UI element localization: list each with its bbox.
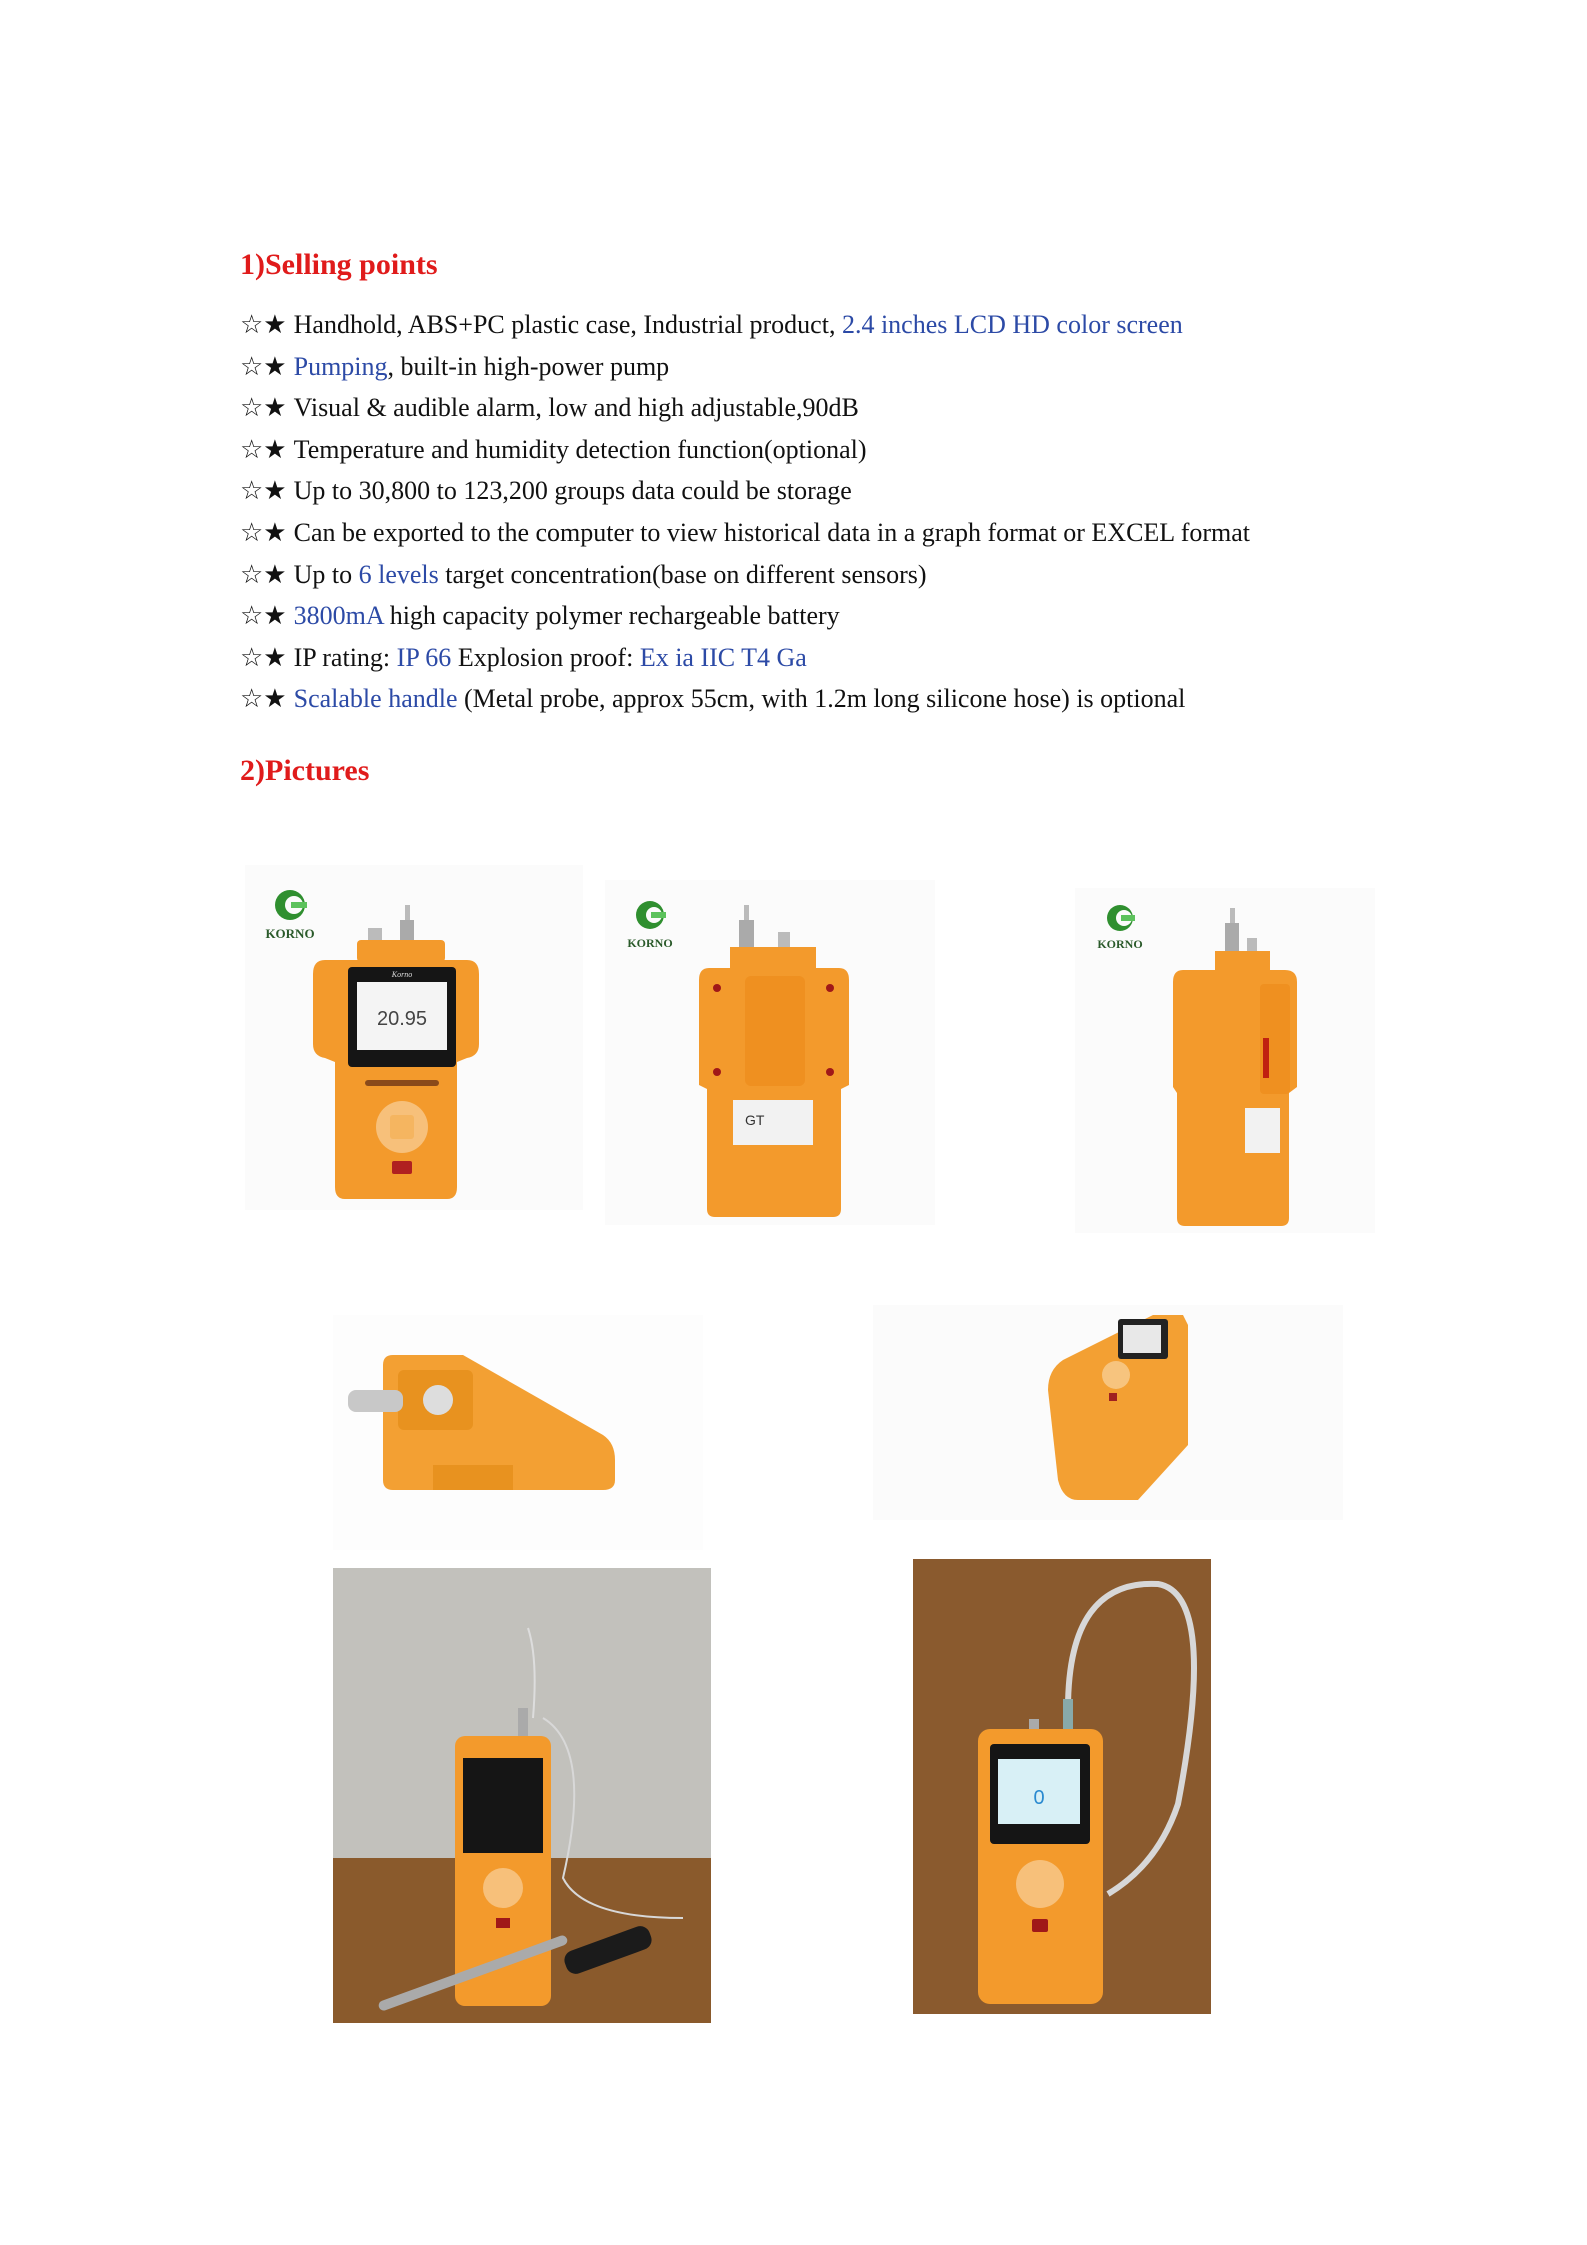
svg-text:KORNO: KORNO — [627, 936, 673, 950]
highlighted-text: 2.4 inches LCD HD color screen — [841, 310, 1183, 339]
svg-text:Korno: Korno — [391, 970, 413, 979]
selling-point-item — [240, 595, 1250, 637]
product-photo-with-probe — [333, 1568, 711, 2023]
body-text: IP rating: — [293, 642, 397, 672]
highlighted-text: Ex ia IIC T4 Ga — [639, 642, 807, 672]
selling-point-item — [240, 637, 1250, 679]
star-bullet-icon: ☆★ — [240, 393, 287, 423]
star-bullet-icon: ☆★ — [240, 601, 287, 631]
body-text: Explosion proof: — [451, 642, 640, 672]
highlighted-text: Scalable handle — [293, 684, 458, 714]
product-image-angle — [1075, 888, 1375, 1233]
selling-points-list — [240, 304, 1250, 720]
body-text: target concentration(base on different sensors) — [438, 559, 927, 589]
product-image-render — [873, 1305, 1343, 1520]
product-image-back — [605, 880, 935, 1225]
star-bullet-icon: ☆★ — [240, 517, 287, 547]
product-photo-with-hose — [913, 1559, 1211, 2014]
highlighted-text: IP 66 — [396, 642, 452, 672]
star-bullet-icon: ☆★ — [240, 351, 287, 381]
selling-points-heading: 1)Selling points — [240, 248, 438, 281]
body-text: , built-in high-power pump — [387, 351, 670, 381]
body-text: Can be exported to the computer to view historical data in a graph format or EXCEL format — [293, 517, 1251, 547]
body-text: high capacity polymer rechargeable battery — [383, 601, 840, 631]
star-bullet-icon: ☆★ — [240, 434, 287, 464]
star-bullet-icon: ☆★ — [240, 559, 287, 589]
highlighted-text: 6 levels — [358, 559, 439, 589]
body-text: Visual & audible alarm, low and high adjustable,90dB — [293, 393, 859, 423]
star-bullet-icon: ☆★ — [240, 310, 287, 339]
selling-point-item — [240, 470, 1250, 512]
body-text: Temperature and humidity detection function(optional) — [293, 434, 867, 464]
selling-point-item — [240, 304, 1250, 346]
selling-point-item — [240, 554, 1250, 596]
body-text: Up to — [293, 559, 359, 589]
body-text: Handhold, ABS+PC plastic case, Industrial product, — [293, 310, 842, 339]
svg-text:KORNO: KORNO — [1097, 937, 1143, 951]
highlighted-text: 3800mA — [293, 601, 384, 631]
body-text: Up to 30,800 to 123,200 groups data could be storage — [293, 476, 852, 506]
selling-point-item — [240, 429, 1250, 471]
selling-point-item — [240, 387, 1250, 429]
product-image-front — [245, 865, 583, 1210]
pictures-heading: 2)Pictures — [240, 754, 370, 787]
star-bullet-icon: ☆★ — [240, 684, 287, 714]
highlighted-text: Pumping — [293, 351, 388, 381]
star-bullet-icon: ☆★ — [240, 642, 287, 672]
svg-text:0: 0 — [1033, 1787, 1045, 1809]
svg-text:GT: GT — [745, 1112, 765, 1128]
body-text: (Metal probe, approx 55cm, with 1.2m long silicone hose) is optional — [457, 684, 1186, 714]
svg-text:20.95: 20.95 — [376, 1008, 428, 1030]
product-image-top-ports — [333, 1315, 703, 1550]
selling-point-item — [240, 512, 1250, 554]
selling-point-item — [240, 346, 1250, 388]
svg-text:KORNO: KORNO — [265, 926, 315, 941]
selling-point-item — [240, 678, 1250, 720]
star-bullet-icon: ☆★ — [240, 476, 287, 506]
